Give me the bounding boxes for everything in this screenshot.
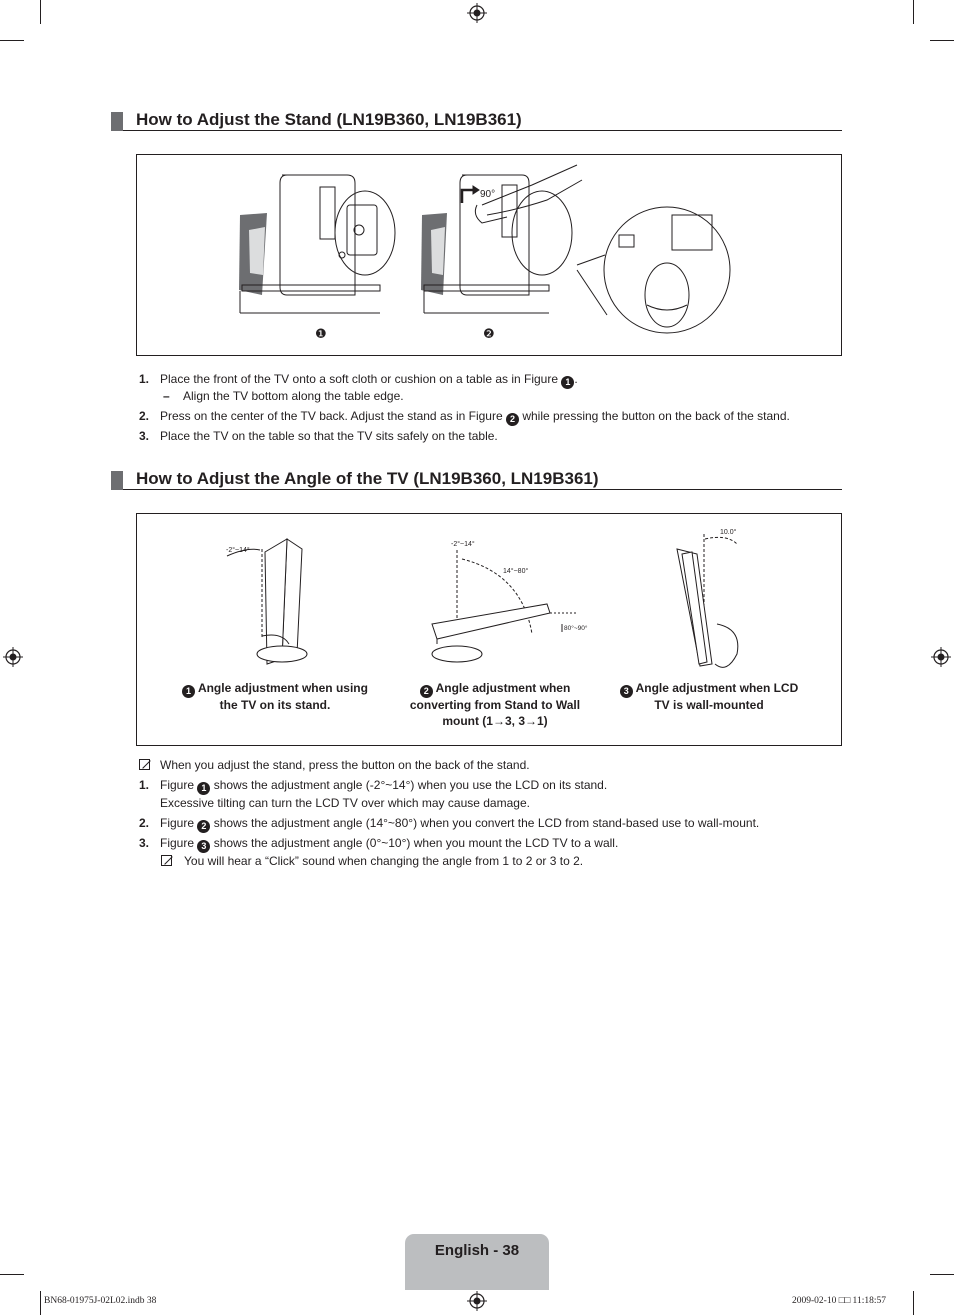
stand-figure-box <box>136 154 842 356</box>
angle-label: 80°~90° <box>564 625 588 632</box>
rotation-angle-label: 90° <box>480 189 496 200</box>
section-header-angle <box>111 469 842 490</box>
registration-mark-icon <box>467 3 487 23</box>
registration-mark-icon <box>467 1291 487 1311</box>
registration-mark-icon <box>3 647 23 667</box>
crop-mark <box>913 0 914 24</box>
angle-label: 10.0° <box>720 529 737 536</box>
stand-detail-view <box>577 207 730 333</box>
registration-mark-icon <box>931 647 951 667</box>
figure-number-1: ❶ <box>315 327 327 342</box>
figure-caption-3: 3 Angle adjustment when LCD TV is wall-mounted <box>599 681 819 714</box>
crop-mark <box>40 1291 41 1315</box>
figure-ref-icon: 2 <box>506 413 519 426</box>
angle-figure-box <box>136 513 842 746</box>
figure-ref-icon: 2 <box>197 820 210 833</box>
angle-label: -2°~14° <box>226 547 250 554</box>
section-marker <box>111 112 123 131</box>
print-file-info: BN68-01975J-02L02.indb 38 <box>44 1296 157 1306</box>
section-marker <box>111 471 123 490</box>
print-date-info: 2009-02-10 □□ 11:18:57 <box>792 1296 886 1306</box>
figure-ref-icon: 3 <box>620 685 633 698</box>
figure-ref-icon: 2 <box>420 685 433 698</box>
section-title: How to Adjust the Stand (LN19B360, LN19B361) <box>136 110 522 129</box>
figure-caption-2: 2 Angle adjustment when converting from Stand to Wall mount (1→3, 3→1) <box>409 681 581 728</box>
crop-mark <box>930 1274 954 1275</box>
crop-mark <box>0 40 24 41</box>
stand-figure-2 <box>421 165 582 313</box>
crop-mark <box>930 40 954 41</box>
note-icon <box>139 759 150 770</box>
angle-figure-3 <box>677 534 738 667</box>
stand-figure-1 <box>239 175 395 313</box>
angle-figure-1 <box>227 539 307 664</box>
section-title: How to Adjust the Angle of the TV (LN19B360, LN19B361) <box>136 469 599 488</box>
page-number: English - 38 <box>434 1242 520 1259</box>
figure-ref-icon: 3 <box>197 840 210 853</box>
figure-ref-icon: 1 <box>561 376 574 389</box>
page-number-tab <box>405 1234 549 1290</box>
crop-mark <box>913 1291 914 1315</box>
stand-adjust-illustration <box>137 155 841 355</box>
angle-figure-2 <box>432 550 577 662</box>
figure-ref-icon: 1 <box>197 782 210 795</box>
angle-label: -2°~14° <box>451 541 475 548</box>
section-header-stand <box>111 110 842 131</box>
figure-caption-1: 1 Angle adjustment when using the TV on its stand. <box>165 681 385 714</box>
angle-adjust-illustration <box>137 514 841 679</box>
crop-mark <box>40 0 41 24</box>
figure-ref-icon: 1 <box>182 685 195 698</box>
note-icon <box>161 855 172 866</box>
angle-label: 14°~80° <box>503 568 529 575</box>
figure-number-2: ❷ <box>483 327 495 342</box>
crop-mark <box>0 1274 24 1275</box>
